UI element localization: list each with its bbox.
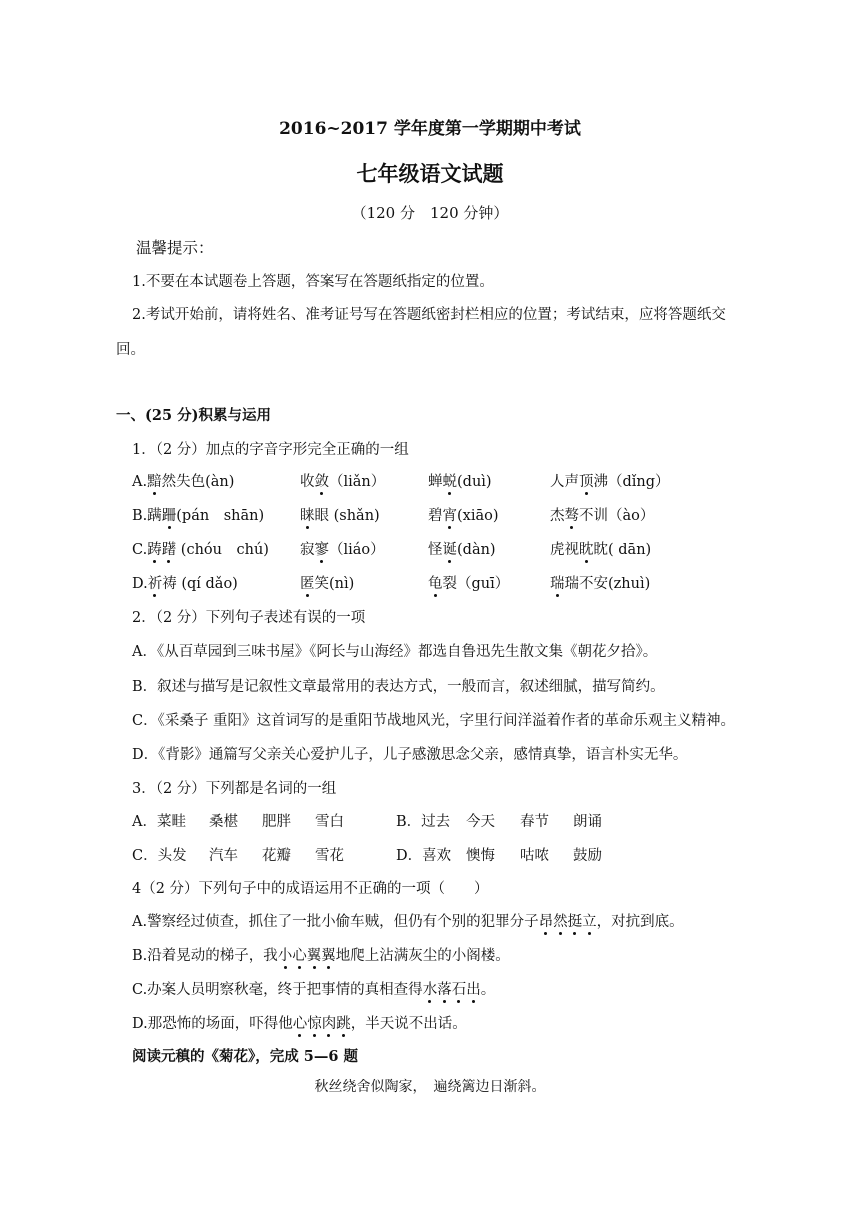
exam-subject-title: 七年级语文试题 <box>356 161 504 186</box>
question-2-stem: 2．（2 分）下列句子表述有误的一项 <box>132 610 366 626</box>
q4-option-c: C.办案人员明察秋毫，终于把事情的真相查得水落石出。 <box>132 982 496 998</box>
q3-option-d-3: 咕哝 <box>520 848 549 864</box>
tip-item-1: 1.不要在本试题卷上答题，答案写在答题纸指定的位置。 <box>132 274 494 290</box>
section-1-heading: 一、(25 分)积累与运用 <box>116 407 271 424</box>
q1-option-b-3: 碧宵(xiāo) <box>428 508 499 524</box>
q3-option-a-4: 雪白 <box>315 814 344 830</box>
question-4-stem: 4（2 分）下列句子中的成语运用不正确的一项（ ） <box>132 881 489 897</box>
q3-option-c-2: 汽车 <box>209 848 238 864</box>
q2-option-c: C．《采桑子 重阳》这首词写的是重阳节战地风光，字里行间洋溢着作者的革命乐观主义精神。 <box>132 713 735 729</box>
page-title: 2016~2017 学年度第一学期期中考试 <box>279 119 581 139</box>
q1-option-b: B.蹒跚(pán shān) <box>132 508 265 524</box>
q4-option-b: B.沿着晃动的梯子，我小心翼翼地爬上沾满灰尘的小阁楼。 <box>132 948 510 964</box>
q1-option-d-3: 龟裂（guī） <box>428 576 510 592</box>
reading-heading: 阅读元稹的《菊花》，完成 5—6 题 <box>132 1048 359 1065</box>
q1-option-a: A.黯然失色(àn) <box>132 474 235 490</box>
q3-option-c-4: 雪花 <box>315 848 344 864</box>
q2-option-b: B．叙述与描写是记叙性文章最常用的表达方式，一般而言，叙述细腻，描写简约。 <box>132 679 665 695</box>
q1-option-d-4: 瑞瑞不安(zhuì) <box>550 576 651 592</box>
q4b-idiom: 小心翼翼 <box>277 948 336 964</box>
q4-option-d: D.那恐怖的场面，吓得他心惊肉跳，半天说不出话。 <box>132 1016 467 1032</box>
q2-option-a: A．《从百草园到三味书屋》《阿长与山海经》都选自鲁迅先生散文集《朝花夕拾》。 <box>132 644 658 660</box>
q2-option-d: D．《背影》通篇写父亲关心爱护儿子，儿子感激思念父亲，感情真挚，语言朴实无华。 <box>132 747 688 763</box>
q3-option-d-4: 鼓励 <box>573 848 602 864</box>
question-3-stem: 3．（2 分）下列都是名词的一组 <box>132 781 337 797</box>
q3-option-c-3: 花瓣 <box>262 848 291 864</box>
q1-option-a-4: 人声顶沸（dǐng） <box>550 474 670 490</box>
tip-item-2-line1: 2.考试开始前，请将姓名、准考证号写在答题纸密封栏相应的位置；考试结束，应将答题纸交 <box>132 307 726 323</box>
q3-option-d-2: 懊悔 <box>466 848 495 864</box>
q3-option-d-1: D．喜欢 <box>396 848 452 864</box>
q3-option-a-2: 桑椹 <box>209 814 238 830</box>
q1-option-c: C.踌躇 (chóu chú) <box>132 542 269 558</box>
q4-option-a: A.警察经过侦查，抓住了一批小偷车贼，但仍有个别的犯罪分子昂然挺立，对抗到底。 <box>132 914 684 930</box>
q3-option-b-3: 春节 <box>520 814 549 830</box>
q4a-idiom: 昂然挺立 <box>538 914 597 930</box>
q3-option-b-4: 朗诵 <box>573 814 602 830</box>
q1-option-a-3: 蝉蜕(duì) <box>428 474 492 490</box>
q3-option-a-1: A．菜畦 <box>132 814 186 830</box>
q1-option-c-3: 怪诞(dàn) <box>428 542 496 558</box>
q3-option-c-1: C．头发 <box>132 848 187 864</box>
q1a-word-1: 黯然失色 <box>147 474 206 490</box>
q1-option-b-4: 杰骜不训（ào） <box>550 508 655 524</box>
q1-option-c-4: 虎视眈眈( dān) <box>550 542 652 558</box>
q3-option-a-3: 肥胖 <box>262 814 291 830</box>
q4d-idiom: 心惊肉跳 <box>292 1016 351 1032</box>
q3-option-b-2: 今天 <box>466 814 495 830</box>
exam-meta: （120 分 120 分钟） <box>351 204 509 222</box>
question-1-stem: 1．（2 分）加点的字音字形完全正确的一组 <box>132 442 409 458</box>
tips-heading: 温馨提示： <box>136 239 214 257</box>
q1-option-b-2: 睐眼 (shǎn) <box>300 508 380 524</box>
tip-item-2-line2: 回。 <box>116 342 145 358</box>
q3-option-b-1: B．过去 <box>396 814 451 830</box>
q1-option-c-2: 寂寥（liáo） <box>300 542 385 558</box>
q1-option-a-2: 收敛（liǎn） <box>300 474 386 490</box>
poem-line-1: 秋丝绕舍似陶家， 遍绕篱边日渐斜。 <box>314 1079 546 1095</box>
q4c-idiom: 水落石出 <box>422 982 481 998</box>
q1-option-d-2: 匿笑(nì) <box>300 576 355 592</box>
q1-option-d: D.祈祷 (qí dǎo) <box>132 576 238 592</box>
